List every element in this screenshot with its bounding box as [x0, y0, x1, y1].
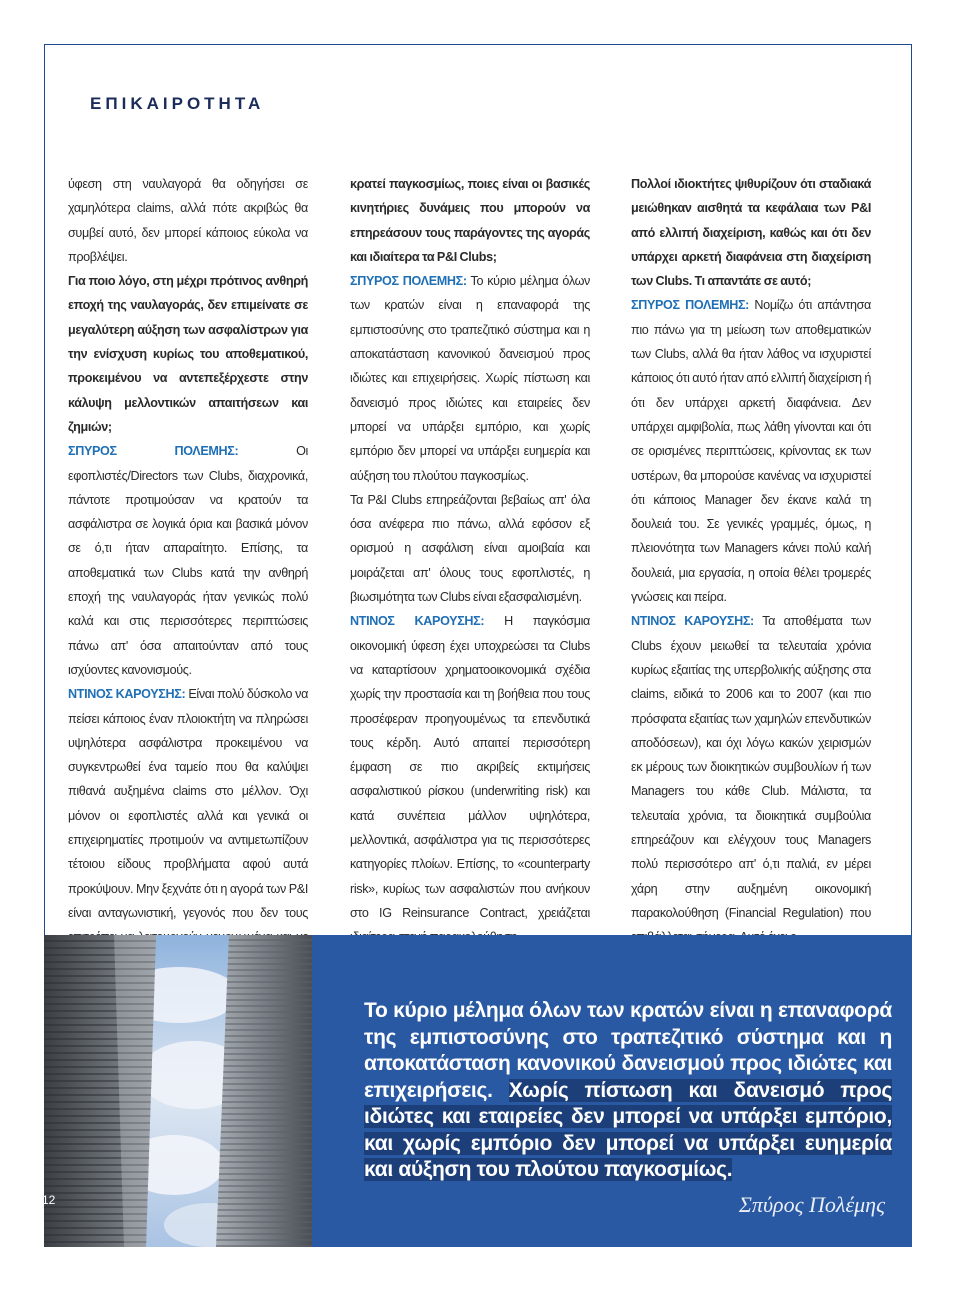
answer-paragraph — [350, 269, 590, 488]
interview-question: Για ποιο λόγο, στη μέχρι πρότινος ανθηρή εποχή της ναυλαγοράς, δεν επιμείνατε σε μεγαλύτερη αύξηση των ασφαλίστρων για την ενίσχυση κυρίως του αποθεματικού, προκειμένου να αντεπεξέρχεστε στην κάλυψη μελλοντικών απαιτήσεων και ζημιών; — [68, 274, 308, 434]
answer-paragraph — [631, 609, 871, 949]
interview-question: Πολλοί ιδιοκτήτες ψιθυρίζουν ότι σταδιακά μειώθηκαν αισθητά τα κεφάλαια των P&I από ελλιπή διαχείριση, καθώς και ότι δεν υπάρχει αρκετή διαφάνεια στη διαχείριση των Clubs. Τι απαντάτε σε αυτό; — [631, 177, 871, 289]
speaker-name: ΣΠΥΡΟΣ ΠΟΛΕΜΗΣ: — [631, 298, 750, 313]
answer-paragraph — [68, 439, 308, 682]
answer-paragraph — [68, 682, 308, 974]
speaker-name: ΣΠΥΡΟΣ ΠΟΛΕΜΗΣ: — [68, 444, 239, 459]
speaker-name: ΝΤΙΝΟΣ ΚΑΡΟΥΣΗΣ: — [68, 687, 186, 702]
answer-text: Οι εφοπλιστές/Directors των Clubs, διαχρονικά, πάντοτε προτιμούσαν να κρατούν τα ασφάλιστρα σε λογικά όρια και βασικά μόνον σε ό,τι ήταν απαραίτητο. Επίσης, τα αποθεματικά των Clubs κατά την ανθηρή εποχή της ναυλαγοράς ήταν γενικώς πολύ καλά και στις περισσότερες περιπτώσεις πάνω απ' όσα απαιτούνταν από τους ισχύοντες κανονισμούς. — [68, 444, 309, 677]
answer-text: Η παγκόσμια οικονομική ύφεση έχει υποχρεώσει τα Clubs να καταρτίσουν χρηματοοικονομικά σχέδια χωρίς την προστασία και τη βοήθεια που τους προσέφεραν προηγουμένως τα επενδυτικά τους κέρδη. Αυτό απαιτεί περισσότερη έμφαση σε πιο ακριβείς εκτιμήσεις ασφαλιστικού ρίσκου (underwriting risk) και κατά συνέπεια μάλλον υψηλότερα, μελλοντικά, ασφάλιστρα για τις περισσότερες κατηγορίες πλοίων. Επίσης, το «counterparty risk», κυρίως των ασφαλιστών που ανήκουν στο IG Reinsurance Contract, χρειάζεται — [350, 614, 590, 920]
pull-quote-part: Το κύριο μέλημα όλων των κρατών είναι η επαναφορά της εμπιστοσύνης στο τραπεζιτικό σύστημα και η αποκατάσταση κανονικού δανεισμού προς ιδιώτες και επιχειρήσεις. — [364, 999, 892, 1102]
answer-text: Είναι πολύ δύσκολο να πείσει κάποιος έναν πλοιοκτήτη να πληρώσει υψηλότερα ασφάλιστρα προκειμένου να συγκεντρωθεί ένα ταμείο που θα καλύψει πιθανά αυξημένα claims στο μέλλον. Όχι μόνον οι εφοπλιστές αλλά και γενικά οι επιχειρηματίες προτιμούν να αντιμετωπίζουν τέτοιου είδους προβλήματα αφού αυτά προκύψουν. Μην ξεχνάτε ότι η αγορά των P&I είναι ανταγωνιστική, γεγονός που δεν τους — [68, 687, 308, 920]
skyscraper-photo — [44, 935, 312, 1247]
article-column-2 — [350, 172, 590, 950]
pull-quote-highlight: Χωρίς πίστωση και δανεισμό προς ιδιώτες και εταιρείες δεν μπορεί να υπάρξει εμπόριο, και χωρίς εμπόριο δεν μπορεί να υπάρξει ευημερία και αύξηση του πλούτου παγκοσμίως. — [364, 1078, 892, 1181]
answer-paragraph — [631, 293, 871, 609]
answer-text: Το κύριο μέλημα όλων των κρατών είναι η επαναφορά της εμπιστοσύνης στο τραπεζιτικό σύστημα και η αποκατάσταση κανονικού δανεισμού προς ιδιώτες και επιχειρήσεις. Χωρίς πίστωση και δανεισμό προς ιδιώτες και εταιρείες δεν μπορεί να υπάρξει εμπόριο, και χωρίς εμπόριο δεν μπορεί να υπάρξει ευημερία και αύξηση του πλούτου παγκοσμίως. — [350, 274, 591, 483]
speaker-name: ΣΠΥΡΟΣ ΠΟΛΕΜΗΣ: — [350, 274, 467, 289]
speaker-name: ΝΤΙΝΟΣ ΚΑΡΟΥΣΗΣ: — [631, 614, 754, 629]
answer-paragraph — [350, 609, 590, 949]
paragraph: ύφεση στη ναυλαγορά θα οδηγήσει σε χαμηλότερα claims, αλλά πότε ακριβώς θα συμβεί αυτό, δεν μπορεί κάποιος εύκολα να προβλέψει. — [68, 177, 308, 264]
page-number: 12 — [42, 1193, 56, 1207]
answer-text: Νομίζω ότι απάντησα πιο πάνω για τη μείωση των αποθεματικών των Clubs, αλλά θα ήταν λάθος να ισχυριστεί κάποιος ότι αυτό ήταν από ελλιπή διαχείριση ή ότι δεν υπάρχει αρκετή διαφάνεια. Δεν υπάρχει αμφιβολία, πως λάθη γίνονται και ότι σε ορισμένες περιπτώσεις, κρίνοντας εκ των υστέρων, θα μπορούσε κανένας να ισχυριστεί ότι κάποιος Manager δεν έκανε καλά τη δουλειά του. Σε γενικές γραμμές, όμως, η πλειονότητα των Managers κάνει πολύ καλή δουλειά, μια εργασία, η οποία θέλει τρομερές γνώσεις και πείρα. — [631, 298, 871, 605]
paragraph: Τα P&I Clubs επηρεάζονται βεβαίως απ' όλα όσα ανέφερα πιο πάνω, αλλά εφόσον εξ ορισμού η ασφάλιση είναι αμοιβαία και μοιράζεται απ' όλους τους εφοπλιστές, η βιωσιμότητα των Clubs είναι εξασφαλισμένη. — [350, 492, 590, 605]
interview-question: κρατεί παγκοσμίως, ποιες είναι οι βασικές κινητήριες δυνάμεις που μπορούν να επηρεάσουν τους παράγοντες της αγοράς και ιδιαίτερα τα P&I Clubs; — [350, 177, 590, 264]
pull-quote-author: Σπύρος Πολέμης — [738, 1192, 885, 1217]
answer-text: Τα αποθέματα των Clubs έχουν μειωθεί τα τελευταία χρόνια κυρίως εξαιτίας της υπερβολικής αύξησης στα claims, ειδικά το 2006 και το 2007 (και πιο πρόσφατα εξαιτίας των χαμηλών επενδυτικών αποδόσεων), και όχι λόγω κακών χειρισμών εκ μέρους των διοικητικών συμβουλίων ή των Managers του κάθε Club. Μάλιστα, τα τελευταία χρόνια, τα διοικητικά συμβούλια επηρεάζουν και ελέγχουν τους Managers πολύ περισσότερο απ' ό,τι παλιά, εν μέρει χάρη στην αυξημένη οικονομική παρακολούθηση (Financial Regulation) που — [631, 614, 871, 920]
speaker-name: ΝΤΙΝΟΣ ΚΑΡΟΥΣΗΣ: — [350, 614, 485, 629]
article-column-3 — [631, 172, 871, 950]
section-title: ΕΠΙΚΑΙΡΟΤΗΤΑ — [90, 94, 265, 113]
article-column-1 — [68, 172, 308, 1046]
pull-quote-text — [364, 998, 892, 1184]
